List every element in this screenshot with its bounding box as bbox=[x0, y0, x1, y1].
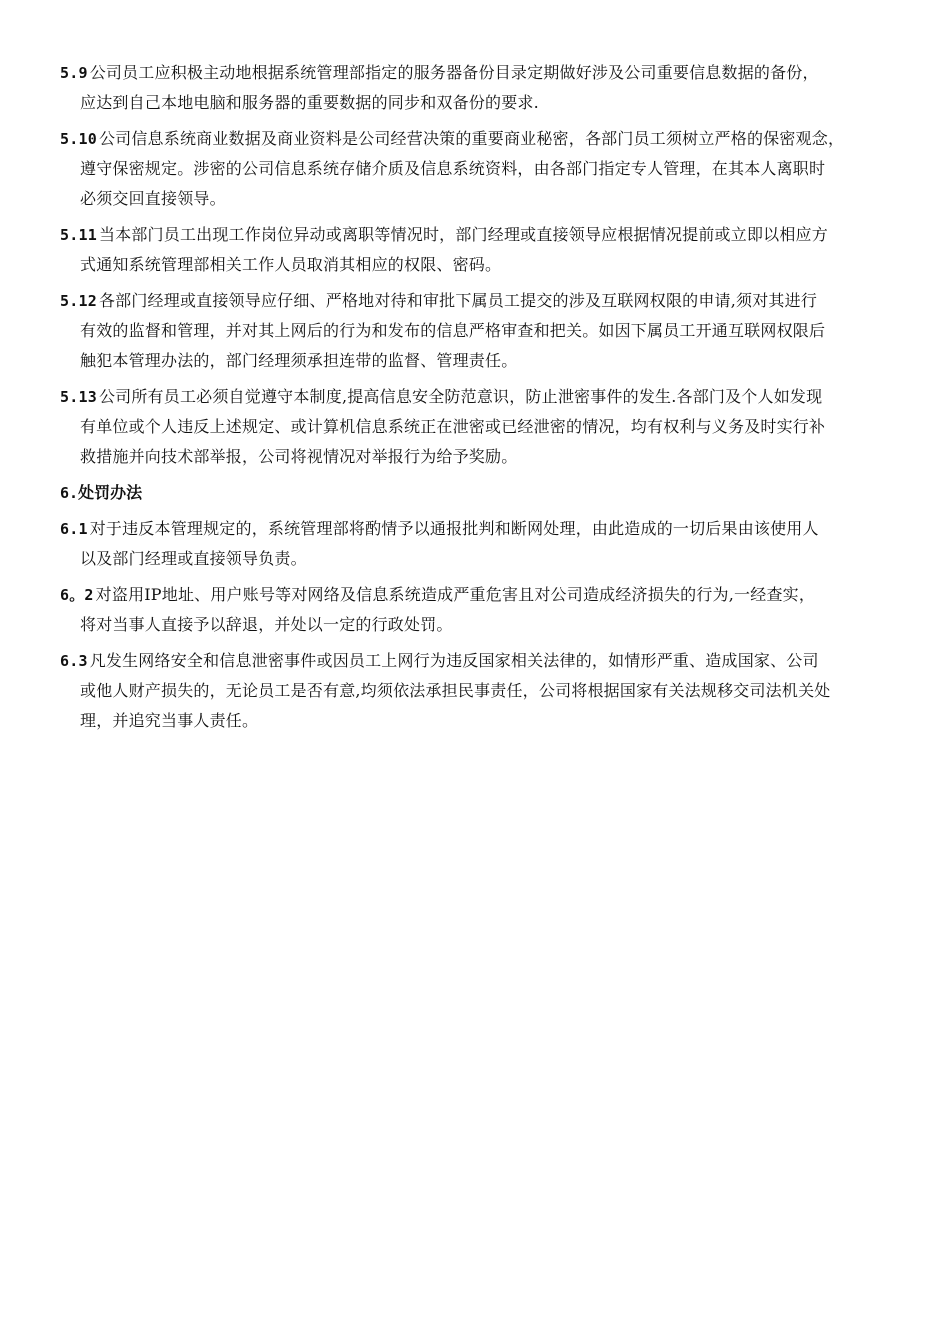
section-title: 处罚办法 bbox=[78, 483, 143, 502]
clause-number: 5.12 bbox=[60, 292, 97, 310]
clause-6-2 bbox=[60, 580, 910, 640]
clause-text-line: 式通知系统管理部相关工作人员取消其相应的权限、密码。 bbox=[80, 255, 502, 274]
clause-text-line: 对盗用IP地址、用户账号等对网络及信息系统造成严重危害且对公司造成经济损失的行为,一经查实， bbox=[95, 585, 816, 604]
section-6-heading bbox=[60, 478, 910, 508]
clause-text-line: 以及部门经理或直接领导负责。 bbox=[80, 549, 307, 568]
clause-number: 6.3 bbox=[60, 652, 88, 670]
clause-text-line: 或他人财产损失的，无论员工是否有意,均须依法承担民事责任，公司将根据国家有关法规移交司法机关处 bbox=[80, 681, 831, 700]
clause-5-12 bbox=[60, 286, 910, 376]
clause-text-line: 有效的监督和管理，并对其上网后的行为和发布的信息严格审查和把关。如因下属员工开通互联网权限后 bbox=[80, 321, 826, 340]
clause-text-line: 各部门经理或直接领导应仔细、严格地对待和审批下属员工提交的涉及互联网权限的申请,须对其进行 bbox=[98, 291, 818, 310]
clause-text-line: 公司所有员工必须自觉遵守本制度,提高信息安全防范意识，防止泄密事件的发生.各部门及个人如发现 bbox=[98, 387, 823, 406]
clause-5-9 bbox=[60, 58, 910, 118]
clause-number: 5.11 bbox=[60, 226, 97, 244]
clause-text-line: 救措施并向技术部举报，公司将视情况对举报行为给予奖励。 bbox=[80, 447, 518, 466]
clause-5-13 bbox=[60, 382, 910, 472]
clause-6-3 bbox=[60, 646, 910, 736]
clause-5-11 bbox=[60, 220, 910, 280]
clause-text-line: 必须交回直接领导。 bbox=[80, 189, 226, 208]
clause-text-line: 理，并追究当事人责任。 bbox=[80, 711, 259, 730]
clause-6-1 bbox=[60, 514, 910, 574]
clause-text-line: 将对当事人直接予以辞退，并处以一定的行政处罚。 bbox=[80, 615, 453, 634]
clause-text-line: 凡发生网络安全和信息泄密事件或因员工上网行为违反国家相关法律的，如情形严重、造成国家、公司 bbox=[89, 651, 819, 670]
clause-text-line: 遵守保密规定。涉密的公司信息系统存储介质及信息系统资料，由各部门指定专人管理，在其本人离职时 bbox=[80, 159, 826, 178]
clause-text-line: 应达到自己本地电脑和服务器的重要数据的同步和双备份的要求. bbox=[80, 93, 539, 112]
clause-number: 5.10 bbox=[60, 130, 97, 148]
clause-text-line: 对于违反本管理规定的，系统管理部将酌情予以通报批判和断网处理，由此造成的一切后果由该使用人 bbox=[89, 519, 819, 538]
clause-number: 6。2 bbox=[60, 586, 94, 604]
clause-number: 5.13 bbox=[60, 388, 97, 406]
document-body bbox=[60, 58, 910, 742]
clause-text-line: 公司信息系统商业数据及商业资料是公司经营决策的重要商业秘密，各部门员工须树立严格的保密观念， bbox=[98, 129, 845, 148]
clause-text-line: 当本部门员工出现工作岗位异动或离职等情况时，部门经理或直接领导应根据情况提前或立即以相应方 bbox=[98, 225, 828, 244]
clause-number: 5.9 bbox=[60, 64, 88, 82]
section-number: 6. bbox=[60, 484, 79, 502]
clause-text-line: 有单位或个人违反上述规定、或计算机信息系统正在泄密或已经泄密的情况，均有权利与义务及时实行补 bbox=[80, 417, 826, 436]
clause-text-line: 触犯本管理办法的，部门经理须承担连带的监督、管理责任。 bbox=[80, 351, 518, 370]
clause-5-10 bbox=[60, 124, 910, 214]
clause-number: 6.1 bbox=[60, 520, 88, 538]
clause-text-line: 公司员工应积极主动地根据系统管理部指定的服务器备份目录定期做好涉及公司重要信息数据的备份， bbox=[89, 63, 819, 82]
